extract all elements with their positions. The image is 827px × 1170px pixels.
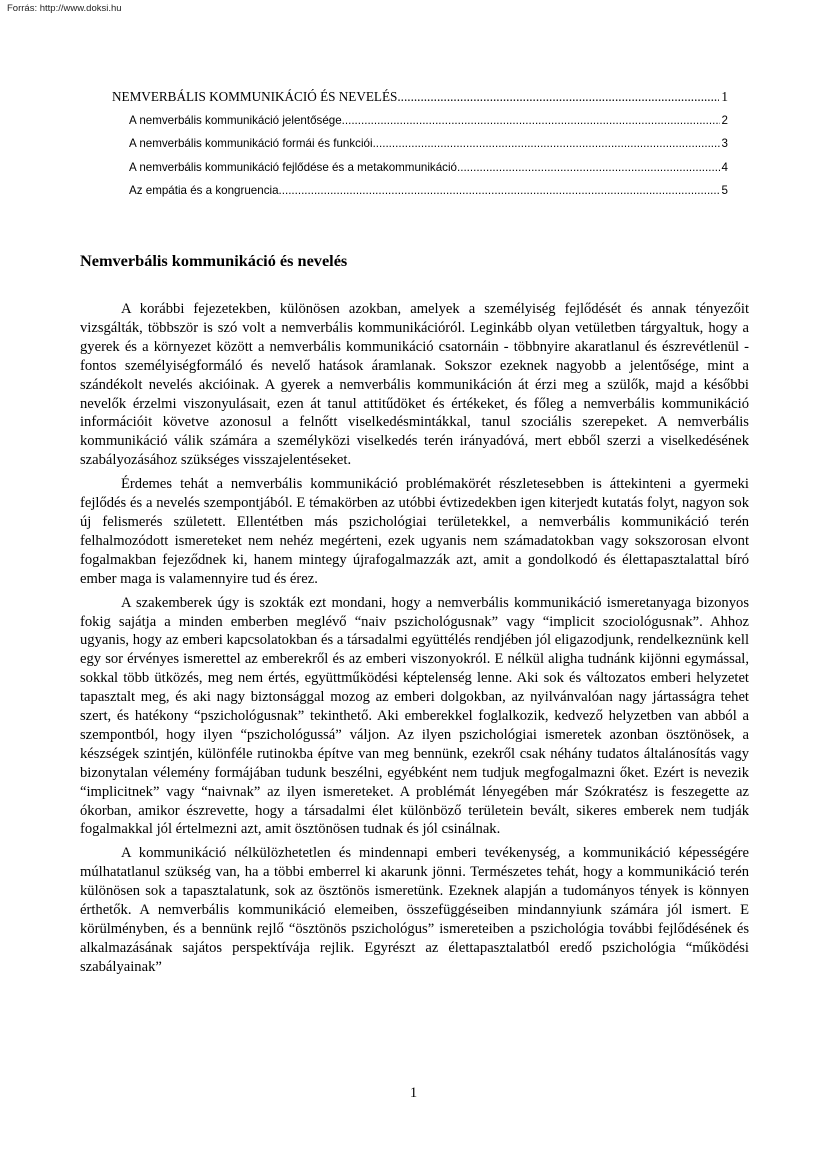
table-of-contents — [112, 89, 728, 207]
toc-leader-dots — [457, 160, 720, 176]
section-heading: Nemverbális kommunikáció és nevelés — [80, 251, 348, 270]
toc-entry-title: A nemverbális kommunikáció fejlődése és a metakommunikáció — [129, 160, 457, 174]
toc-entry-page: 2 — [721, 113, 728, 127]
paragraph: A korábbi fejezetekben, különösen azokban, amelyek a személyiség fejlődését és annak tényezőit vizsgálták, többször is szó volt a nemverbális kommunikációról. Leginkább olyan vetületben tárgyaltuk, hogy a gyerek és a környezet között a nemverbális kommunikáció csatornáin - többnyire akaratlanul és észrevétlenül - fontos személyiségformáló és nevelő hatások áramlanak. Sokszor ezeknek nagyobb a jelentősége, mint a szándékolt nevelés akcióinak. A gyerek a nemverbális kommunikáción át érzi meg a szülők, majd a későbbi nevelők érzelmi viszonyulásait, ezen át tanul attitűdöket és értékeket, és főleg a nemverbális kommunikáció információit követve azonosul a felnőtt viselkedésmintákkal, tanul szociális szerepeket. A nemverbális kommunikáció válik számára a személyközi viselkedés terén irányadóvá, mert ebből szerzi a viselkedésének szabályozásához szükséges visszajelentéseket. — [80, 301, 749, 469]
toc-entry-page: 3 — [721, 137, 728, 150]
toc-entry[interactable] — [112, 89, 728, 113]
toc-entry-title: A nemverbális kommunikáció jelentősége — [129, 113, 342, 127]
source-label: Forrás: http://www.doksi.hu — [7, 3, 122, 14]
toc-entry-title: Az empátia és a kongruencia — [129, 184, 279, 197]
paragraph: Érdemes tehát a nemverbális kommunikáció problémakörét részletesebben is áttekinteni a gyermeki fejlődés és a nevelés szempontjából. E témakörben az utóbbi évtizedekben igen kiterjedt kutatás folyt, nagyon sok új felismerés született. Ellentétben más pszichológiai területekkel, a nemverbális kommunikáció terén felhalmozódott ismereteket nem nehéz megérteni, ezek ugyanis nem számadatokban vagy sokszorosan elvont fogalmakban fejeződnek ki, hanem mintegy újrafogalmazzák azt, amit a gondolkodó és élettapasztalattal bíró ember maga is valamennyire tud és érez. — [80, 476, 749, 587]
toc-leader-dots — [373, 136, 720, 152]
toc-entry-page: 4 — [721, 160, 728, 174]
body-text — [80, 300, 749, 982]
toc-entry-page: 1 — [721, 89, 728, 104]
toc-leader-dots — [342, 113, 720, 129]
toc-entry[interactable] — [112, 160, 728, 184]
toc-leader-dots — [397, 89, 719, 105]
toc-entry-title: A nemverbális kommunikáció formái és funkciói — [129, 137, 373, 150]
toc-entry[interactable] — [112, 136, 728, 160]
page-number: 1 — [409, 1085, 418, 1101]
toc-entry[interactable] — [112, 113, 728, 137]
paragraph: A kommunikáció nélkülözhetetlen és mindennapi emberi tevékenység, a kommunikáció képességére múlhatatlanul szükség van, ha a többi emberrel ki akarunk jönni. Természetes tehát, hogy a kommunikáció terén különösen sok a tapasztalatunk, sok az ösztönös ismeretünk. Ezeknek alapján a tudományos tények is könnyen érthetők. A nemverbális kommunikáció elemeiben, összefüggéseiben mindannyiunk számára jól ismert. E körülményben, és a bennünk rejlő “ösztönös pszichológus” ismereteiben a pszichológia további fejlődésének és alkalmazásának sajátos perspektívája rejlik. Egyrészt az élettapasztalatból eredő pszichológia “működési szabályainak” — [80, 845, 749, 975]
toc-leader-dots — [279, 183, 720, 199]
toc-entry-title: NEMVERBÁLIS KOMMUNIKÁCIÓ ÉS NEVELÉS — [112, 89, 398, 104]
toc-entry[interactable] — [112, 183, 728, 207]
toc-entry-page: 5 — [721, 184, 728, 197]
paragraph: A szakemberek úgy is szokták ezt mondani, hogy a nemverbális kommunikáció ismeretanyaga bizonyos fokig sajátja a minden emberben meglévő “naiv pszichológusnak” vagy “implicit szociológusnak”. Ahhoz ugyanis, hogy az emberi kapcsolatokban és a társadalmi együttélés rendjében jól eligazodjunk, rendelkeznünk kell egy sor érvényes ismerettel az emberekről és az emberi viszonyokról. E nélkül aligha tudnánk kijönni egymással, sokkal több ütközés, meg nem értés, együttműködési képtelenség lenne. Aki sok és változatos emberi helyzetet tapasztalt meg, és aki nagy biztonsággal mozog az emberi dolgokban, az nyilvánvalóan nagy jártasságra tehet szert, és hatékony “pszichológusnak” tekinthető. Aki emberekkel foglalkozik, kedvező helyzetben van abból a szempontból, hogy ilyen “pszichológussá” váljon. Az ilyen pszichológiai ismeretek azonban ösztönösek, a készségek szintjén, különféle rutinokba építve van meg bennünk, ezekről csak néhány tudatos általánosítás vagy bizonytalan vélemény formájában tudunk beszélni, egyébként nem tudjuk megfogalmazni őket. Ezért is nevezik “implicitnek” vagy “naivnak” az ilyen ismereteket. A problémát lényegében már Szókratész is feszegette az ókorban, amikor észrevette, hogy a társadalmi élet különböző területein bevált, sikeres emberek nem tudják fogalmakkal jól értelmezni azt, amit ösztönösen tudnak és jól csinálnak. — [80, 594, 749, 838]
